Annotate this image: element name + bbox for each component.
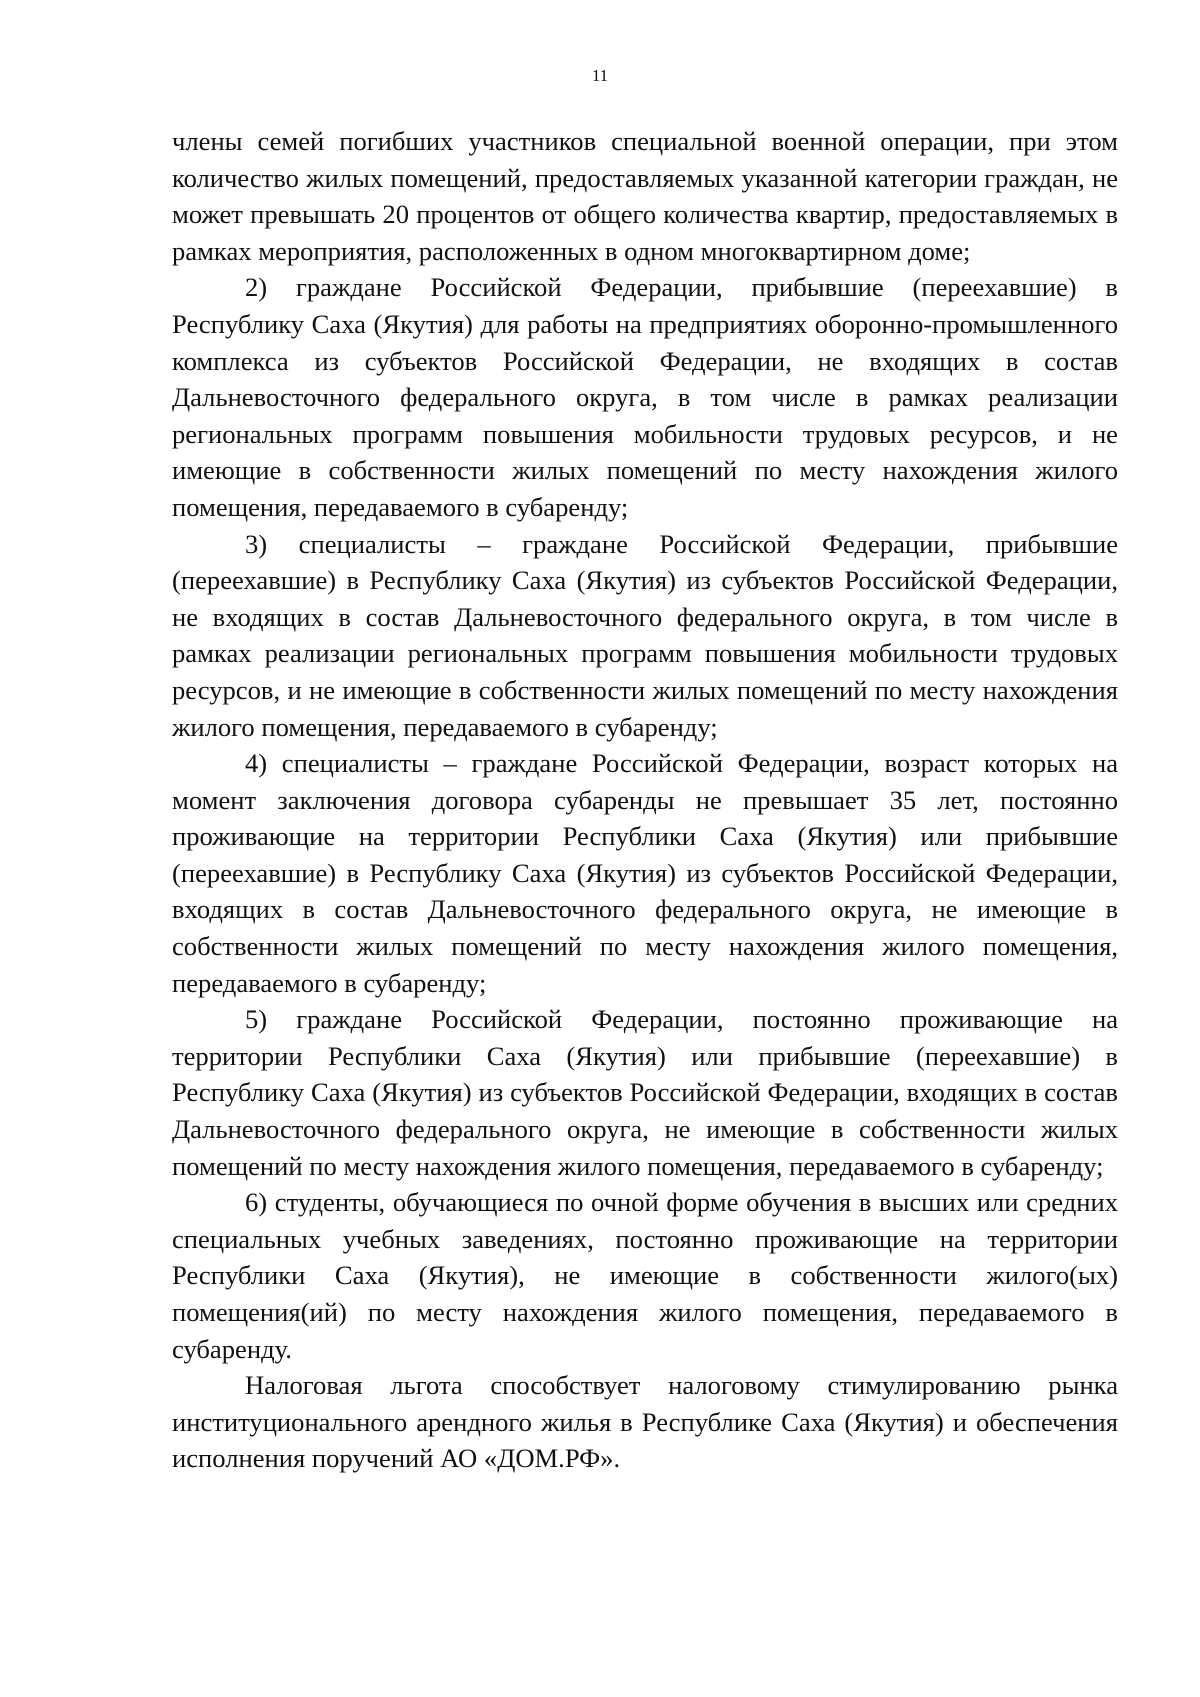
paragraph-item-4: 4) специалисты – граждане Российской Федерации, возраст которых на момент заключения договора субаренды не превышает 35 лет, постоянно проживающие на территории Республики Саха (Якутия) или прибывшие (переехавшие) в Республику Саха (Якутия) из субъектов Российской Федерации, входящих в состав Дальневосточного федерального округа, не имеющие в собственности жилых помещений по месту нахождения жилого помещения, передаваемого в субаренду; <box>172 748 1118 998</box>
page-number: 11 <box>591 66 609 85</box>
document-body <box>172 123 1118 1477</box>
paragraph-item-3: 3) специалисты – граждане Российской Федерации, прибывшие (переехавшие) в Республику Саха (Якутия) из субъектов Российской Федерации, не входящих в состав Дальневосточного федерального округа, в том числе в рамках реализации региональных программ повышения мобильности трудовых ресурсов, и не имеющие в собственности жилых помещений по месту нахождения жилого помещения, передаваемого в субаренду; <box>172 528 1118 742</box>
paragraph-item-6: 6) студенты, обучающиеся по очной форме обучения в высших или средних специальных учебных заведениях, постоянно проживающие на территории Республики Саха (Якутия), не имеющие в собственности жилого(ых) помещения(ий) по месту нахождения жилого помещения, передаваемого в субаренду. <box>172 1187 1118 1364</box>
paragraph-continuation: члены семей погибших участников специальной военной операции, при этом количество жилых помещений, предоставляемых указанной категории граждан, не может превышать 20 процентов от общего количества квартир, предоставляемых в рамках мероприятия, расположенных в одном многоквартирном доме; <box>172 126 1118 266</box>
paragraph-conclusion: Налоговая льгота способствует налоговому стимулированию рынка институционального арендного жилья в Республике Саха (Якутия) и обеспечения исполнения поручений АО «ДОМ.РФ». <box>172 1370 1118 1474</box>
paragraph-item-2: 2) граждане Российской Федерации, прибывшие (переехавшие) в Республику Саха (Якутия) для работы на предприятиях оборонно-промышленного комплекса из субъектов Российской Федерации, не входящих в состав Дальневосточного федерального округа, в том числе в рамках реализации региональных программ повышения мобильности трудовых ресурсов, и не имеющие в собственности жилых помещений по месту нахождения жилого помещения, передаваемого в субаренду; <box>172 272 1118 522</box>
paragraph-item-5: 5) граждане Российской Федерации, постоянно проживающие на территории Республики Саха (Якутия) или прибывшие (переехавшие) в Республику Саха (Якутия) из субъектов Российской Федерации, входящих в состав Дальневосточного федерального округа, не имеющие в собственности жилых помещений по месту нахождения жилого помещения, передаваемого в субаренду; <box>172 1004 1118 1181</box>
